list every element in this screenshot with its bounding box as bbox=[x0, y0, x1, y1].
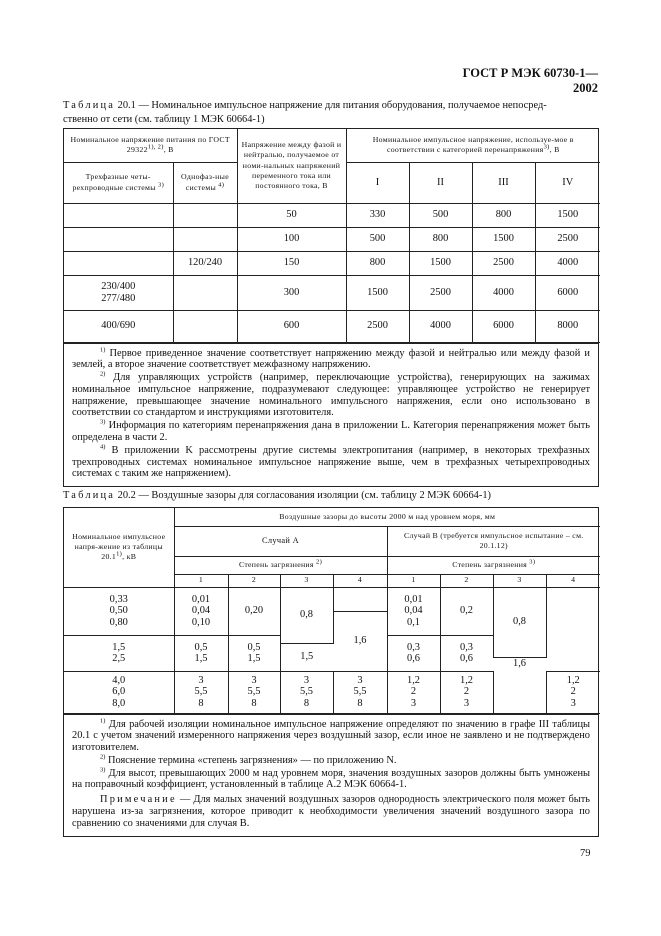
t1-cell-cat1: 1500 bbox=[346, 275, 409, 310]
table2-grid bbox=[64, 508, 600, 714]
t1-cell-cat3: 4000 bbox=[472, 275, 535, 310]
t1-footnote-1: $^{1)}$ Первое приведенное значение соответствует напряжению между фазой и нейтралью или между фазой и землей, а второе значение соответствует межфазному напряжению. bbox=[72, 346, 590, 371]
t2-cell: 0,8 bbox=[493, 587, 546, 657]
t1-cell-cat2: 500 bbox=[409, 203, 472, 227]
t1-cell-three bbox=[64, 203, 173, 227]
t2-cell: 3 5,5 8 bbox=[174, 671, 228, 713]
t1-category-2: II bbox=[409, 162, 472, 203]
t1-header-three-phase: Трехфазные четы-рехпроводные системы $^{3)}$ bbox=[64, 162, 173, 203]
t2-cell: 0,2 bbox=[440, 587, 493, 635]
t1-cell-cat3: 1500 bbox=[472, 227, 535, 251]
t2-header-degree-b: Степень загрязнения $^{3)}$ bbox=[387, 556, 600, 574]
table1-footnotes bbox=[64, 343, 598, 487]
t2-cell: 3 5,5 8 bbox=[333, 671, 387, 713]
t1-cell-cat1: 500 bbox=[346, 227, 409, 251]
t2-cell-voltage: 1,5 2,5 bbox=[64, 635, 174, 671]
t2-cell: 0,01 0,04 0,1 bbox=[387, 587, 440, 635]
t2-degree-b2: 2 bbox=[440, 574, 493, 587]
page-number: 79 bbox=[580, 848, 591, 859]
t2-degree-b1: 1 bbox=[387, 574, 440, 587]
t2-header-case-b: Случай В (требуется импульсное испытание – см. 20.1.12) bbox=[387, 526, 600, 556]
table2-footnotes bbox=[64, 714, 598, 836]
table1-caption-text: 20.1 — Номинальное импульсное напряжение для питания оборудования, получаемое непосред- bbox=[117, 100, 547, 111]
t1-cell-cat2: 800 bbox=[409, 227, 472, 251]
t2-header-nominal: Номинальное импульсное напря-жение из таблицы 20.1$^{1)}$, кВ bbox=[64, 508, 174, 587]
t1-row bbox=[64, 310, 600, 342]
t2-cell-empty bbox=[333, 587, 387, 611]
t1-cell-cat4: 2500 bbox=[535, 227, 600, 251]
t2-cell-voltage: 0,33 0,50 0,80 bbox=[64, 587, 174, 635]
t1-category-4: IV bbox=[535, 162, 600, 203]
document-code: ГОСТ Р МЭК 60730-1—2002 bbox=[462, 66, 598, 95]
t1-cell-single bbox=[173, 275, 237, 310]
t2-footnote-1: $^{1)}$ Для рабочей изоляции номинальное импульсное напряжение определяют по значению в графе III таблицы 20.1 с учетом значений измеренного напряжения через воздушный зазор, если иное не заявлено и не подтверждено изготовителем. bbox=[72, 717, 590, 754]
t2-cell: 1,2 2 3 bbox=[440, 671, 493, 713]
t1-cell-single bbox=[173, 310, 237, 342]
t1-category-3: III bbox=[472, 162, 535, 203]
table1 bbox=[63, 128, 599, 487]
t1-cell-pn: 300 bbox=[237, 275, 346, 310]
t1-cell-cat1: 800 bbox=[346, 251, 409, 275]
t2-footnote-3: $^{3)}$ Для высот, превышающих 2000 м над уровнем моря, значения воздушных зазоров должны быть умножены на поправочный коэффициент, установленный в таблице А.2 МЭК 60664-1. bbox=[72, 766, 590, 791]
t2-header-case-a: Случай А bbox=[174, 526, 387, 556]
t2-cell-voltage: 4,0 6,0 8,0 bbox=[64, 671, 174, 713]
t1-cell-cat3: 6000 bbox=[472, 310, 535, 342]
t2-degree-b4: 4 bbox=[546, 574, 600, 587]
t2-cell: 0,8 bbox=[280, 587, 333, 643]
t2-header-degree-a: Степень загрязнения $^{2)}$ bbox=[174, 556, 387, 574]
t2-degree-a2: 2 bbox=[228, 574, 280, 587]
t1-header-phase-neutral: Напряжение между фазой и нейтралью, получаемое от номи-нальных напряжений переменного тока или постоянного тока, В bbox=[237, 129, 346, 203]
t1-cell-pn: 600 bbox=[237, 310, 346, 342]
t1-cell-single: 120/240 bbox=[173, 251, 237, 275]
t1-cell-pn: 100 bbox=[237, 227, 346, 251]
t2-cell: 0,01 0,04 0,10 bbox=[174, 587, 228, 635]
t1-cell-cat2: 4000 bbox=[409, 310, 472, 342]
t1-header-impulse: Номинальное импульсное напряжение, используе-мое в соответствии с категорией перенапряжения$^{3)}$, В bbox=[346, 129, 600, 162]
t1-header-single-phase: Однофаз-ные системы $^{4)}$ bbox=[173, 162, 237, 203]
t1-cell-cat1: 2500 bbox=[346, 310, 409, 342]
t1-cell-cat4: 4000 bbox=[535, 251, 600, 275]
table2 bbox=[63, 507, 599, 837]
t2-cell-empty bbox=[546, 587, 600, 657]
t1-header-nominal: Номинальное напряжение питания по ГОСТ $29322^{1), 2)}$, В bbox=[64, 129, 237, 162]
table2-caption bbox=[63, 489, 603, 503]
table1-caption-text2: ственно от сети (см. таблицу 1 МЭК 60664-1) bbox=[63, 113, 265, 125]
t1-cell-pn: 50 bbox=[237, 203, 346, 227]
t2-row bbox=[64, 587, 600, 611]
t2-footnote-2: $^{2)}$ Пояснение термина «степень загрязнения» — по приложению N. bbox=[100, 753, 397, 766]
t2-cell: 1,2 2 3 bbox=[387, 671, 440, 713]
t2-degree-a1: 1 bbox=[174, 574, 228, 587]
table1-caption-label: Таблица bbox=[63, 100, 116, 111]
t2-remark: Примечание — Для малых значений воздушных зазоров однородность электрического поля может быть нарушена из-за загрязнения, которое приводит к необходимости увеличения значений воздушного зазора по сравнению со значениями для случая В. bbox=[72, 794, 590, 829]
t2-cell: 0,5 1,5 bbox=[174, 635, 228, 671]
t1-cell-cat3: 800 bbox=[472, 203, 535, 227]
t1-cell-single bbox=[173, 203, 237, 227]
t2-cell: 0,20 bbox=[228, 587, 280, 635]
t1-category-1: I bbox=[346, 162, 409, 203]
t2-cell: 1,5 bbox=[280, 643, 333, 671]
table1-grid bbox=[64, 129, 600, 343]
t1-cell-three: 230/400 277/480 bbox=[64, 275, 173, 310]
t1-cell-cat4: 1500 bbox=[535, 203, 600, 227]
t1-cell-three bbox=[64, 251, 173, 275]
t2-cell: 1,6 bbox=[333, 611, 387, 671]
t1-row bbox=[64, 275, 600, 310]
t1-cell-cat3: 2500 bbox=[472, 251, 535, 275]
t1-cell-cat2: 1500 bbox=[409, 251, 472, 275]
t1-cell-single bbox=[173, 227, 237, 251]
t2-header-clearance: Воздушные зазоры до высоты 2000 м над уровнем моря, мм bbox=[174, 508, 600, 526]
t1-row bbox=[64, 251, 600, 275]
t2-degree-a4: 4 bbox=[333, 574, 387, 587]
t1-cell-cat4: 6000 bbox=[535, 275, 600, 310]
t1-cell-cat4: 8000 bbox=[535, 310, 600, 342]
t1-row bbox=[64, 203, 600, 227]
t1-cell-cat1: 330 bbox=[346, 203, 409, 227]
t2-cell: 0,3 0,6 bbox=[387, 635, 440, 671]
t1-cell-pn: 150 bbox=[237, 251, 346, 275]
t1-cell-three bbox=[64, 227, 173, 251]
t2-cell: 3 5,5 8 bbox=[228, 671, 280, 713]
table2-caption-label: Таблица bbox=[63, 490, 116, 501]
table1-caption bbox=[63, 99, 603, 126]
t2-cell: 1,2 2 3 bbox=[546, 671, 600, 713]
t2-degree-b3: 3 bbox=[493, 574, 546, 587]
t1-footnote-4: $^{4)}$ В приложении K рассмотрены другие системы электропитания (например, в некоторых трехфазных трехпроводных системах номинальное импульсное напряжение выше, чем в трехфазных четырехпроводных системах с таким же напряжением). bbox=[72, 443, 590, 480]
table2-caption-text: 20.2 — Воздушные зазоры для согласования изоляции (см. таблицу 2 МЭК 60664-1) bbox=[117, 490, 491, 501]
t2-cell: 3 5,5 8 bbox=[280, 671, 333, 713]
t2-cell: 0,5 1,5 bbox=[228, 635, 280, 671]
t1-cell-cat2: 2500 bbox=[409, 275, 472, 310]
t2-cell: 0,3 0,6 bbox=[440, 635, 493, 671]
t1-footnote-2: $^{2)}$ Для управляющих устройств (например, переключающие устройства), генерирующих на зажимах номинальное импульсное напряжение, подразумевают следующее: управляющее устройство не генерирует напряжение, превышающее значение номинального импульсного напряжения, если оно использовано в соответствии со стандартом и инструкциями изготовителя. bbox=[72, 370, 590, 419]
t1-row bbox=[64, 227, 600, 251]
t1-cell-three: 400/690 bbox=[64, 310, 173, 342]
t1-footnote-3: $^{3)}$ Информация по категориям перенапряжения дана в приложении L. Категория перенапряжения может быть определена в части 2. bbox=[72, 418, 590, 444]
t2-degree-a3: 3 bbox=[280, 574, 333, 587]
t2-cell: 1,6 bbox=[493, 657, 546, 713]
